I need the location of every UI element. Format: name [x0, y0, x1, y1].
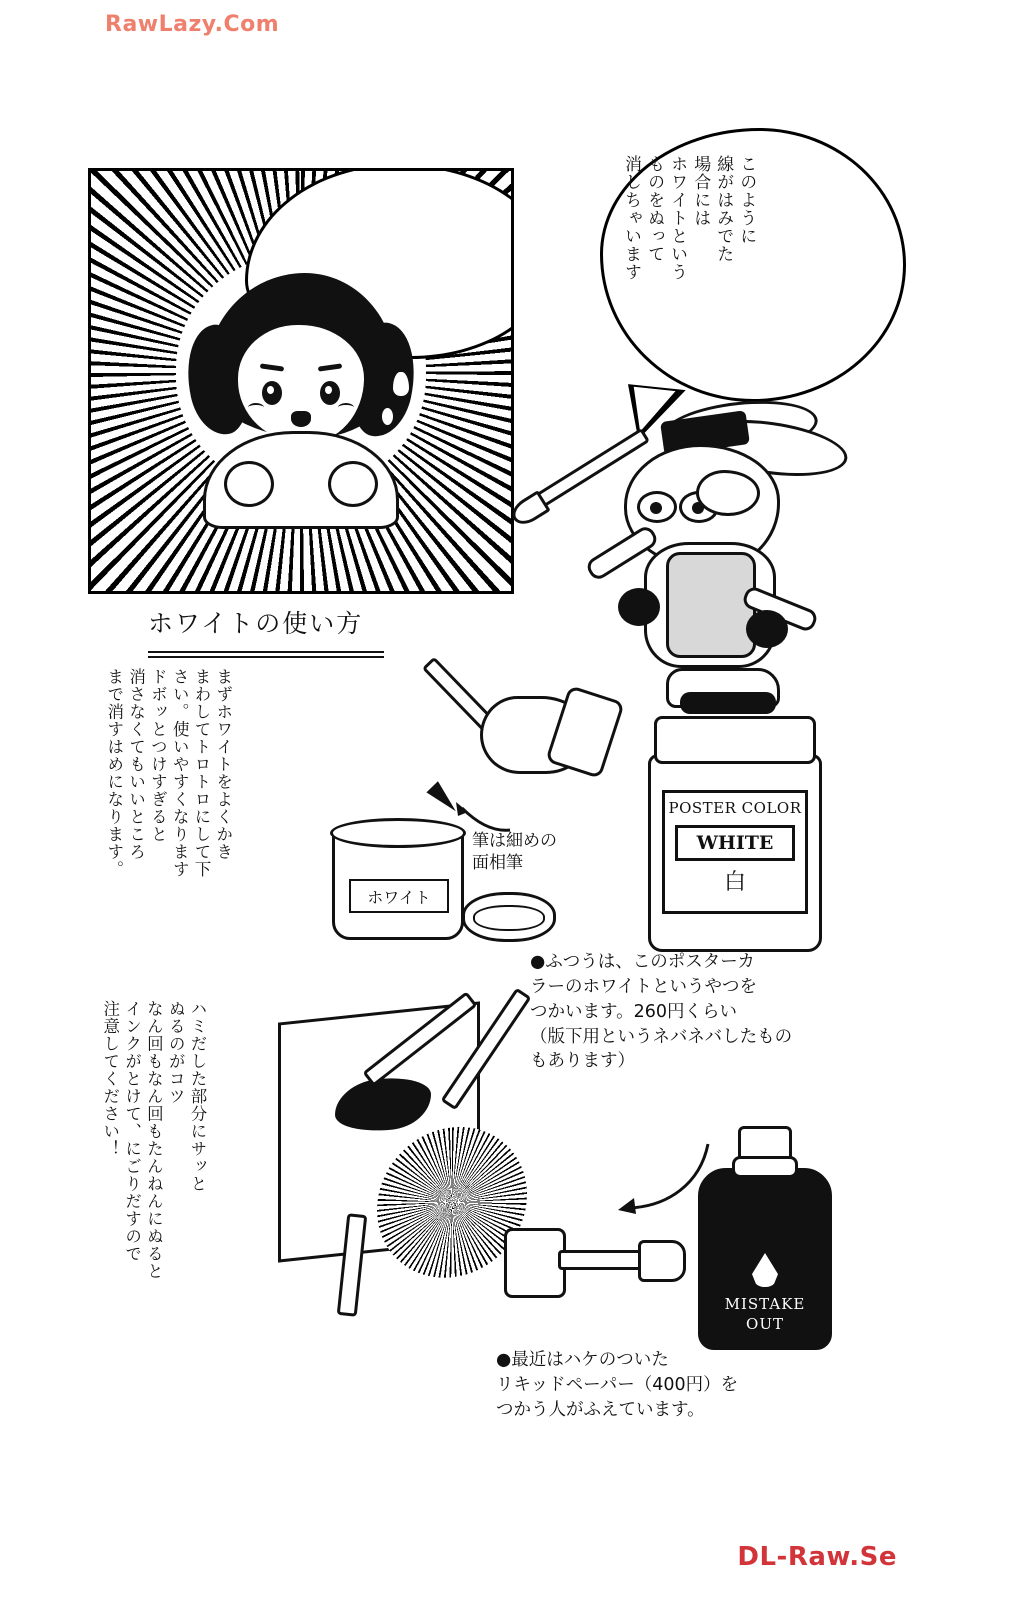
mistake-out-body	[698, 1168, 832, 1350]
poster-color-label	[662, 790, 808, 914]
vtext-top-line-2: まわしてトロトロにして下	[191, 668, 211, 878]
note-lp-line-3: つかう人がふえています。	[496, 1399, 705, 1420]
poster-color-cap	[654, 716, 816, 764]
vtext-bottom-line-1: ハミだした部分にサッと	[187, 1000, 207, 1193]
vtext-top-line-3: さい。使いやすくなります	[170, 668, 190, 878]
note-liquid-paper	[496, 1348, 966, 1423]
girl-brow-left	[260, 363, 284, 371]
title-underline-2	[148, 656, 384, 658]
jar-label: ホワイト	[349, 879, 449, 913]
title-underline-1	[148, 651, 384, 653]
balloon-line-4: ホワイトという	[667, 155, 688, 281]
vtext-top-line-6: まで消すはめになります。	[104, 668, 124, 878]
sweat-drop-icon	[390, 369, 412, 399]
bunny-overalls	[666, 552, 756, 658]
girl-eye-right	[320, 381, 340, 405]
bunny-snout	[696, 470, 760, 516]
vtext-top-line-4: ドボッとつけすぎると	[148, 668, 168, 843]
bunny-glove-left	[618, 588, 660, 626]
bunny-mascot	[600, 392, 900, 752]
vertical-text-top	[104, 668, 233, 968]
vtext-bottom-line-2: ぬるのがコツ	[166, 1000, 186, 1105]
girl-blush-left	[248, 403, 264, 412]
note-pc-line-1: ●ふつうは、このポスターカ	[530, 952, 755, 972]
sweat-drop-small-icon	[379, 405, 396, 428]
poster-color-name: WHITE	[675, 825, 795, 861]
girl-blush-right	[338, 403, 354, 412]
balloon-line-1: このように	[736, 155, 757, 245]
watermark-top: RawLazy.Com	[105, 12, 280, 37]
white-paint-jar	[330, 818, 460, 938]
section-title-box	[148, 604, 388, 650]
vtext-bottom-line-5: 注意してください！	[100, 1000, 120, 1158]
bunny-shoe-sole	[680, 692, 776, 714]
note-lp-line-2: リキッドペーパー（400円）を	[496, 1374, 739, 1395]
vtext-bottom-line-3: なん回もなん回もたんねんにぬると	[144, 1000, 164, 1280]
section-title: ホワイトの使い方	[148, 609, 364, 638]
girl-hand-right	[328, 461, 378, 507]
speech-balloon-text	[621, 155, 756, 373]
bunny-glove-right	[746, 610, 788, 648]
balloon-line-2: 線がはみでた	[713, 155, 734, 263]
girl-eye-left	[262, 381, 282, 405]
girl-character	[196, 273, 406, 523]
balloon-line-6: 消しちゃいます	[621, 155, 642, 281]
jar-lid	[462, 892, 556, 942]
liquid-paper-brush-cap	[504, 1222, 680, 1302]
jar-rim	[330, 818, 466, 848]
balloon-line-3: 場合には	[690, 155, 711, 227]
brush-caption-line-2: 面相筆	[472, 853, 523, 874]
girl-brow-right	[318, 363, 342, 371]
vertical-text-bottom	[100, 1000, 207, 1330]
speech-balloon	[600, 128, 906, 402]
girl-mouth	[291, 411, 311, 427]
note-pc-line-2: ラーのホワイトというやつを	[530, 976, 757, 997]
note-pc-line-3: つかいます。260円くらい	[530, 1001, 738, 1022]
mistake-out-line-1: MISTAKE	[724, 1295, 806, 1313]
vtext-bottom-line-4: インクがとけて、にごりだすので	[122, 1000, 142, 1263]
cap-stem	[558, 1250, 650, 1270]
poster-color-kanji: 白	[723, 870, 746, 895]
manga-panel-girl-shock	[88, 168, 514, 594]
bunny-eye-left	[637, 491, 677, 523]
note-poster-color	[530, 950, 990, 1074]
poster-color-bottle	[648, 716, 816, 946]
brush-caption-line-1: 筆は細めの	[472, 831, 557, 851]
watermark-bottom: DL-Raw.Se	[737, 1542, 897, 1572]
note-pc-line-4: （版下用というネバネバしたもの	[530, 1026, 793, 1047]
note-lp-line-1: ●最近はハケのついた	[496, 1350, 669, 1370]
cap-body	[504, 1228, 566, 1298]
mistake-out-bottle	[698, 1126, 826, 1344]
drop-icon	[752, 1253, 778, 1287]
mistake-out-ring	[732, 1156, 798, 1178]
hand-holding-brush	[424, 640, 604, 830]
bunny-pupil-left	[650, 502, 662, 514]
balloon-line-5: ものをぬって	[644, 155, 665, 263]
cap-brush-tip-icon	[638, 1240, 686, 1282]
ink-blob	[335, 1074, 431, 1136]
brush-caption	[472, 830, 612, 874]
mistake-out-line-2: OUT	[746, 1315, 784, 1333]
girl-hand-left	[224, 461, 274, 507]
retouch-illustration	[268, 990, 538, 1290]
poster-color-brand: POSTER COLOR	[668, 799, 802, 817]
note-pc-line-5: もあります）	[530, 1051, 635, 1072]
retouch-panel-frame	[278, 1001, 480, 1262]
vtext-top-line-1: まずホワイトをよくかき	[213, 668, 233, 861]
vtext-top-line-5: 消さなくてもいいところ	[126, 668, 146, 861]
